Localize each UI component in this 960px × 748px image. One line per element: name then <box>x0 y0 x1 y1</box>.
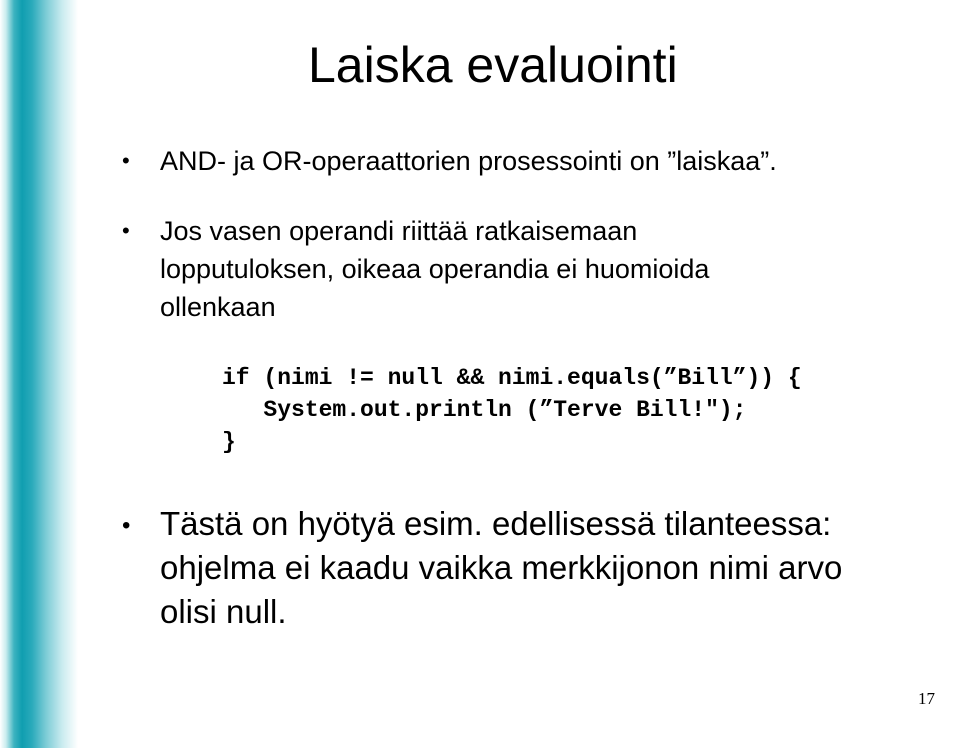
bullet-line: olisi null. <box>160 593 287 630</box>
bullet-line: Tästä on hyötyä esim. edellisessä tilanteessa: <box>160 505 832 542</box>
code-block <box>222 362 802 458</box>
bullet-item-1 <box>122 142 777 180</box>
bullet-item-3 <box>122 502 843 634</box>
bullet-line: Jos vasen operandi riittää ratkaisemaan <box>160 216 638 246</box>
code-line: System.out.println (”Terve Bill!"); <box>222 397 747 423</box>
bullet-line: AND- ja OR-operaattorien prosessointi on ”laiskaa”. <box>160 146 777 176</box>
bullet-line: ollenkaan <box>160 292 276 322</box>
bullet-line: lopputuloksen, oikeaa operandia ei huomioida <box>160 254 710 284</box>
bullet-dot-icon: • <box>122 218 130 243</box>
code-line: if (nimi != null && nimi.equals(”Bill”)) { <box>222 365 802 391</box>
page-number: 17 <box>918 689 935 708</box>
bullet-dot-icon: • <box>122 148 130 173</box>
bullet-item-2 <box>122 212 710 326</box>
code-line: } <box>222 429 236 455</box>
bullet-dot-icon: • <box>122 512 131 539</box>
bullet-line: ohjelma ei kaadu vaikka merkkijonon nimi arvo <box>160 549 843 586</box>
decorative-side-bar <box>0 0 78 748</box>
slide-title: Laiska evaluointi <box>308 37 678 93</box>
